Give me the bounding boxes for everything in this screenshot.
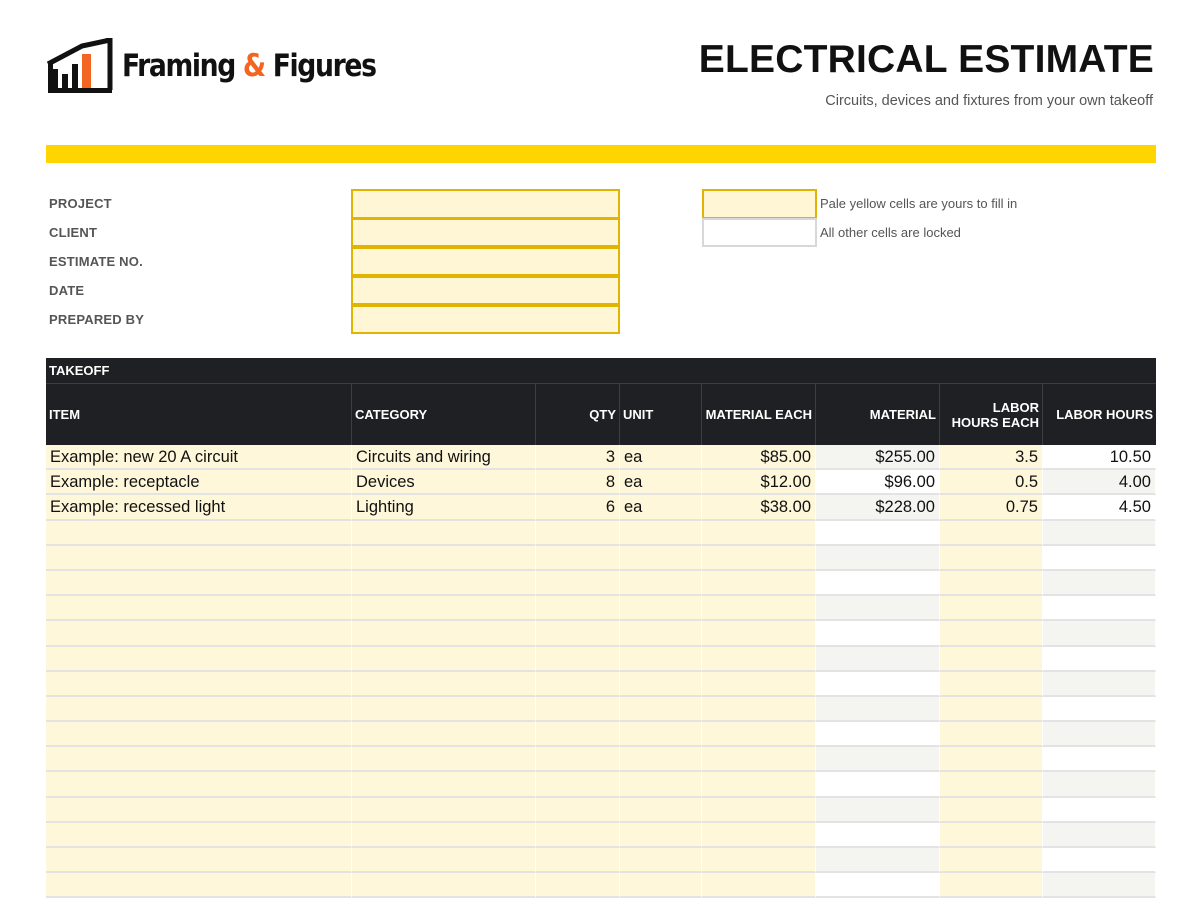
material-cell <box>816 722 940 747</box>
prepared-by-input[interactable] <box>351 305 620 334</box>
labor-hours-each-cell[interactable] <box>940 672 1043 697</box>
item-cell[interactable] <box>46 621 352 646</box>
labor-hours-each-cell[interactable] <box>940 596 1043 621</box>
item-cell[interactable] <box>46 823 352 848</box>
labor-hours-cell <box>1043 596 1156 621</box>
table-row <box>46 495 1156 520</box>
banner-bar <box>46 145 1156 163</box>
client-input[interactable] <box>351 218 620 247</box>
labor-hours-each-cell[interactable] <box>940 697 1043 722</box>
qty-cell[interactable] <box>536 798 620 823</box>
labor-hours-cell <box>1043 873 1156 898</box>
labor-hours-cell <box>1043 672 1156 697</box>
material-cell <box>816 823 940 848</box>
unit-cell[interactable] <box>620 621 702 646</box>
unit-cell[interactable] <box>620 873 702 898</box>
qty-cell[interactable] <box>536 873 620 898</box>
col-header-labor-hours-each: LABOR HOURS EACH <box>940 384 1043 445</box>
qty-cell[interactable] <box>536 546 620 571</box>
item-cell[interactable] <box>46 798 352 823</box>
date-label: DATE <box>49 283 85 298</box>
unit-cell[interactable] <box>620 848 702 873</box>
unit-cell[interactable] <box>620 672 702 697</box>
category-cell[interactable]: Circuits and wiring <box>352 445 536 470</box>
item-cell[interactable] <box>46 722 352 747</box>
category-cell[interactable] <box>352 697 536 722</box>
material-cell <box>816 798 940 823</box>
table-row <box>46 772 1156 797</box>
item-cell[interactable] <box>46 747 352 772</box>
table-row <box>46 470 1156 495</box>
legend-locked-text: All other cells are locked <box>820 225 961 240</box>
table-row <box>46 848 1156 873</box>
unit-cell[interactable] <box>620 521 702 546</box>
labor-hours-cell: 4.00 <box>1043 470 1156 495</box>
page-subtitle: Circuits, devices and fixtures from your own takeoff <box>825 93 1153 109</box>
legend-fill-text: Pale yellow cells are yours to fill in <box>820 196 1018 211</box>
material-each-cell[interactable] <box>702 823 816 848</box>
material-cell <box>816 621 940 646</box>
material-each-cell[interactable] <box>702 722 816 747</box>
material-cell <box>816 848 940 873</box>
labor-hours-each-cell[interactable] <box>940 873 1043 898</box>
labor-hours-cell: 10.50 <box>1043 445 1156 470</box>
material-cell <box>816 596 940 621</box>
project-input[interactable] <box>351 189 620 219</box>
table-row <box>46 445 1156 470</box>
labor-hours-each-cell[interactable]: 0.5 <box>940 470 1043 495</box>
category-cell[interactable] <box>352 596 536 621</box>
material-each-cell[interactable] <box>702 697 816 722</box>
estimate-no-input[interactable] <box>351 247 620 276</box>
takeoff-rows <box>46 445 1156 898</box>
item-cell[interactable] <box>46 772 352 797</box>
unit-cell[interactable] <box>620 722 702 747</box>
labor-hours-each-cell[interactable] <box>940 546 1043 571</box>
col-header-category: CATEGORY <box>352 384 536 445</box>
category-cell[interactable] <box>352 798 536 823</box>
unit-cell[interactable] <box>620 747 702 772</box>
item-cell[interactable] <box>46 571 352 596</box>
labor-hours-each-cell[interactable]: 0.75 <box>940 495 1043 520</box>
material-each-cell[interactable] <box>702 647 816 672</box>
category-cell[interactable] <box>352 873 536 898</box>
labor-hours-each-cell[interactable] <box>940 722 1043 747</box>
material-each-cell[interactable]: $38.00 <box>702 495 816 520</box>
item-cell[interactable] <box>46 546 352 571</box>
item-cell[interactable] <box>46 596 352 621</box>
unit-cell[interactable] <box>620 596 702 621</box>
table-row <box>46 823 1156 848</box>
category-cell[interactable] <box>352 747 536 772</box>
material-cell <box>816 546 940 571</box>
unit-cell[interactable]: ea <box>620 470 702 495</box>
legend-fill-swatch <box>702 189 817 219</box>
category-cell[interactable]: Devices <box>352 470 536 495</box>
category-cell[interactable] <box>352 546 536 571</box>
table-row <box>46 672 1156 697</box>
labor-hours-each-cell[interactable]: 3.5 <box>940 445 1043 470</box>
material-each-cell[interactable] <box>702 848 816 873</box>
category-cell[interactable] <box>352 823 536 848</box>
unit-cell[interactable]: ea <box>620 445 702 470</box>
category-cell[interactable] <box>352 848 536 873</box>
material-cell <box>816 873 940 898</box>
unit-cell[interactable]: ea <box>620 495 702 520</box>
unit-cell[interactable] <box>620 823 702 848</box>
labor-hours-cell <box>1043 772 1156 797</box>
labor-hours-each-cell[interactable] <box>940 747 1043 772</box>
material-each-cell[interactable] <box>702 772 816 797</box>
brand-name: Framing & Figures <box>122 48 376 84</box>
labor-hours-each-cell[interactable] <box>940 772 1043 797</box>
category-cell[interactable] <box>352 571 536 596</box>
material-cell <box>816 571 940 596</box>
table-row <box>46 697 1156 722</box>
labor-hours-cell <box>1043 747 1156 772</box>
qty-cell[interactable] <box>536 596 620 621</box>
col-header-unit: UNIT <box>620 384 702 445</box>
category-cell[interactable] <box>352 722 536 747</box>
qty-cell[interactable] <box>536 823 620 848</box>
material-each-cell[interactable] <box>702 571 816 596</box>
page-title: ELECTRICAL ESTIMATE <box>698 38 1154 81</box>
material-each-cell[interactable] <box>702 672 816 697</box>
labor-hours-cell <box>1043 571 1156 596</box>
material-cell <box>816 772 940 797</box>
brand-ampersand: & <box>242 48 265 84</box>
client-label: CLIENT <box>49 225 98 240</box>
labor-hours-each-cell[interactable] <box>940 647 1043 672</box>
item-cell[interactable] <box>46 873 352 898</box>
takeoff-table <box>46 358 1156 898</box>
qty-cell[interactable] <box>536 747 620 772</box>
table-row <box>46 571 1156 596</box>
unit-cell[interactable] <box>620 798 702 823</box>
labor-hours-cell <box>1043 521 1156 546</box>
unit-cell[interactable] <box>620 647 702 672</box>
item-cell[interactable] <box>46 672 352 697</box>
category-cell[interactable] <box>352 647 536 672</box>
material-each-cell[interactable] <box>702 596 816 621</box>
labor-hours-each-cell[interactable] <box>940 798 1043 823</box>
table-row <box>46 722 1156 747</box>
date-input[interactable] <box>351 276 620 305</box>
material-each-cell[interactable] <box>702 546 816 571</box>
labor-hours-each-cell[interactable] <box>940 571 1043 596</box>
qty-cell[interactable]: 8 <box>536 470 620 495</box>
table-row <box>46 596 1156 621</box>
table-row <box>46 546 1156 571</box>
qty-cell[interactable] <box>536 672 620 697</box>
unit-cell[interactable] <box>620 571 702 596</box>
material-cell: $228.00 <box>816 495 940 520</box>
item-cell[interactable] <box>46 848 352 873</box>
labor-hours-each-cell[interactable] <box>940 621 1043 646</box>
qty-cell[interactable] <box>536 647 620 672</box>
material-cell <box>816 672 940 697</box>
category-cell[interactable] <box>352 672 536 697</box>
labor-hours-cell <box>1043 546 1156 571</box>
prepared-by-label: PREPARED BY <box>49 312 145 327</box>
labor-hours-cell <box>1043 647 1156 672</box>
material-cell <box>816 747 940 772</box>
material-cell: $255.00 <box>816 445 940 470</box>
table-row <box>46 647 1156 672</box>
col-header-material-each: MATERIAL EACH <box>702 384 816 445</box>
qty-cell[interactable] <box>536 571 620 596</box>
category-cell[interactable] <box>352 772 536 797</box>
labor-hours-each-cell[interactable] <box>940 823 1043 848</box>
table-row <box>46 521 1156 546</box>
unit-cell[interactable] <box>620 697 702 722</box>
table-row <box>46 621 1156 646</box>
item-cell[interactable]: Example: receptacle <box>46 470 352 495</box>
material-cell <box>816 647 940 672</box>
table-row <box>46 798 1156 823</box>
labor-hours-cell <box>1043 621 1156 646</box>
material-each-cell[interactable] <box>702 798 816 823</box>
qty-cell[interactable] <box>536 722 620 747</box>
qty-cell[interactable] <box>536 621 620 646</box>
qty-cell[interactable]: 3 <box>536 445 620 470</box>
labor-hours-each-cell[interactable] <box>940 848 1043 873</box>
qty-cell[interactable] <box>536 848 620 873</box>
category-cell[interactable] <box>352 521 536 546</box>
legend-locked-swatch <box>702 218 817 247</box>
labor-hours-cell: 4.50 <box>1043 495 1156 520</box>
labor-hours-each-cell[interactable] <box>940 521 1043 546</box>
brand-logo <box>46 38 417 94</box>
labor-hours-cell <box>1043 798 1156 823</box>
estimate-no-label: ESTIMATE NO. <box>49 254 143 269</box>
category-cell[interactable] <box>352 621 536 646</box>
qty-cell[interactable] <box>536 521 620 546</box>
labor-hours-cell <box>1043 823 1156 848</box>
material-each-cell[interactable]: $12.00 <box>702 470 816 495</box>
material-each-cell[interactable] <box>702 873 816 898</box>
material-each-cell[interactable] <box>702 621 816 646</box>
table-row <box>46 873 1156 898</box>
column-header-row <box>46 383 1156 445</box>
unit-cell[interactable] <box>620 772 702 797</box>
qty-cell[interactable] <box>536 697 620 722</box>
labor-hours-cell <box>1043 848 1156 873</box>
item-cell[interactable] <box>46 647 352 672</box>
material-each-cell[interactable]: $85.00 <box>702 445 816 470</box>
qty-cell[interactable]: 6 <box>536 495 620 520</box>
material-each-cell[interactable] <box>702 747 816 772</box>
col-header-material: MATERIAL <box>816 384 940 445</box>
labor-hours-cell <box>1043 697 1156 722</box>
col-header-qty: QTY <box>536 384 620 445</box>
takeoff-section-header: TAKEOFF <box>46 358 1156 383</box>
item-cell[interactable] <box>46 697 352 722</box>
category-cell[interactable]: Lighting <box>352 495 536 520</box>
project-label: PROJECT <box>49 196 112 211</box>
item-cell[interactable] <box>46 521 352 546</box>
col-header-labor-hours: LABOR HOURS <box>1056 407 1153 422</box>
material-cell <box>816 521 940 546</box>
labor-hours-cell <box>1043 722 1156 747</box>
material-cell: $96.00 <box>816 470 940 495</box>
material-each-cell[interactable] <box>702 521 816 546</box>
qty-cell[interactable] <box>536 772 620 797</box>
bar-chart-house-icon <box>46 38 114 94</box>
table-row <box>46 747 1156 772</box>
item-cell[interactable]: Example: new 20 A circuit <box>46 445 352 470</box>
unit-cell[interactable] <box>620 546 702 571</box>
col-header-item: ITEM <box>46 384 352 445</box>
item-cell[interactable]: Example: recessed light <box>46 495 352 520</box>
material-cell <box>816 697 940 722</box>
